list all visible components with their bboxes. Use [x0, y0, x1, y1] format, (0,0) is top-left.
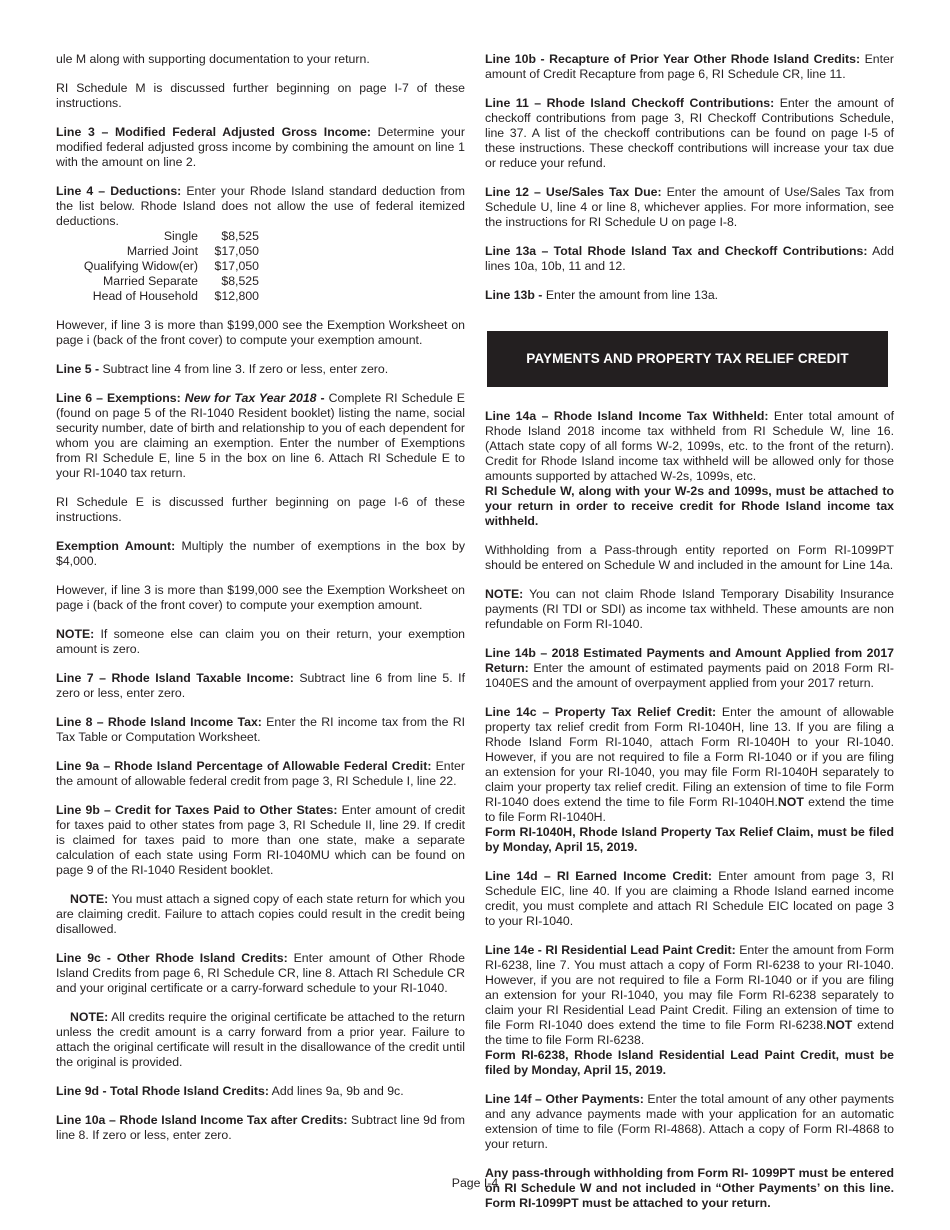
- filing-status-label: Married Joint: [126, 244, 198, 258]
- line-heading: Form RI-6238, Rhode Island Residential Lead Paint Credit, must be filed by Monday, April 15, 2019.: [485, 1048, 894, 1077]
- paragraph-text: Enter the amount of estimated payments paid on 2018 Form RI-1040ES and the amount of overpayment applied from your 2017 return.: [485, 661, 894, 690]
- paragraph-text: Enter amount of Other Rhode Island Credits from page 6, RI Schedule CR, line 8. Attach RI Schedule CR and your original certificate or a carry-forward schedule to your RI-1040.: [56, 951, 465, 995]
- paragraph-text: Enter your Rhode Island standard deduction from the list below. Rhode Island does not allow the use of federal itemized deductions.: [56, 184, 465, 228]
- instruction-paragraph: [56, 1084, 465, 1099]
- filing-status-label: Qualifying Widow(er): [83, 259, 198, 273]
- instruction-paragraph: [485, 96, 894, 171]
- paragraph-text: RI Schedule E is discussed further beginning on page I-6 of these instructions.: [56, 495, 465, 524]
- instruction-paragraph: [485, 288, 894, 303]
- page-number: Page I-4: [451, 1176, 499, 1190]
- paragraph-text: Enter amount of credit for taxes paid to other states from page 3, RI Schedule II, line 29. If credit is claimed for taxes paid to more than one state, make a separate calculation of each state using Form RI-1040MU which can be found on page 9 of the RI-1040 Resident booklet.: [56, 803, 465, 877]
- instruction-paragraph: [56, 318, 465, 348]
- emphasis-text: NOT: [777, 795, 804, 809]
- paragraph-text: You can not claim Rhode Island Temporary Disability Insurance payments (RI TDI or SDI) as income tax withheld. These amounts are non refundable on Form RI-1040.: [485, 587, 894, 631]
- line-heading: RI Schedule W, along with your W-2s and 1099s, must be attached to your return in order to receive credit for Rhode Island income tax withheld.: [485, 484, 894, 528]
- deduction-amount: $17,050: [214, 259, 259, 273]
- paragraph-text: RI Schedule M is discussed further beginning on page I-7 of these instructions.: [56, 81, 465, 110]
- line-heading: Any pass-through withholding from Form RI- 1099PT must be entered on RI Schedule W and not included in “Other Payments’ on this line. Form RI-1099PT must be attached to your return.: [485, 1166, 894, 1210]
- line-heading: Line 4 – Deductions:: [56, 184, 182, 198]
- paragraph-text: Enter amount from page 3, RI Schedule EIC, line 40. If you are claiming a Rhode Island earned income credit, you must complete and attach RI Schedule EIC located on page 3 to your RI-1040.: [485, 869, 894, 928]
- line-heading: Line 14e - RI Residential Lead Paint Credit:: [485, 943, 736, 957]
- paragraph-text: extend the time to file Form RI-1040H.: [564, 795, 778, 809]
- deduction-row: [56, 259, 259, 274]
- line-heading: Line 14a – Rhode Island Income Tax Withheld:: [485, 409, 769, 423]
- instruction-paragraph: [56, 81, 465, 111]
- line-heading: Line 9b – Credit for Taxes Paid to Other States:: [56, 803, 338, 817]
- filing-status-label: Married Separate: [102, 274, 198, 288]
- deduction-amount: $8,525: [221, 274, 259, 288]
- paragraph-text: ule M along with supporting documentation to your return.: [56, 52, 370, 66]
- instruction-paragraph: [56, 52, 465, 67]
- line-heading: NOTE:: [485, 587, 524, 601]
- paragraph-text: Enter the amount of allowable federal credit from page 3, RI Schedule I, line 22.: [56, 759, 465, 788]
- paragraph-text: You must attach a signed copy of each state return for which you are claiming credit. Failure to attach copies could result in the credit being disallowed.: [56, 892, 465, 936]
- paragraph-text: Enter amount of Credit Recapture from page 6, RI Schedule CR, line 11.: [485, 52, 894, 81]
- line-heading: Line 5 -: [56, 362, 100, 376]
- instruction-paragraph: [485, 484, 894, 529]
- instruction-paragraph: [56, 1010, 465, 1070]
- instruction-paragraph: [56, 539, 465, 569]
- paragraph-text: If someone else can claim you on their return, your exemption amount is zero.: [56, 627, 465, 656]
- filing-status-label: Single: [163, 229, 198, 243]
- instruction-paragraph: [56, 803, 465, 878]
- instruction-paragraph: [56, 759, 465, 789]
- deduction-table: [56, 229, 259, 304]
- paragraph-text: Enter the amount of checkoff contributions from page 3, RI Checkoff Contributions Schedule, line 37. A list of the checkoff contributions can be found on page I-5 of these instructions. These checkoff contributions will increase your tax due or reduce your refund.: [485, 96, 894, 170]
- deduction-row: [56, 274, 259, 289]
- line-heading: Line 9c - Other Rhode Island Credits:: [56, 951, 288, 965]
- line-heading: Line 14b – 2018 Estimated Payments and Amount Applied from 2017 Return:: [485, 646, 894, 675]
- deduction-amount: $17,050: [214, 244, 259, 258]
- deduction-amount: $12,800: [214, 289, 259, 303]
- line-heading: Line 10b - Recapture of Prior Year Other Rhode Island Credits:: [485, 52, 861, 66]
- instruction-paragraph: [56, 892, 465, 937]
- instruction-paragraph: [56, 391, 465, 481]
- left-column: [56, 52, 465, 1157]
- instruction-paragraph: [485, 943, 894, 1048]
- line-heading: Line 7 – Rhode Island Taxable Income:: [56, 671, 294, 685]
- paragraph-text: Enter the amount from Form RI-6238, line 7. You must attach a copy of Form RI-6238 to your RI-1040. However, if you are not required to file a Form RI-1040 or if you are filing an extension for your RI-1040, you may file Form RI-6238 separately to claim your RI Residential Lead Paint Credit. Filing an extension of time to file Form RI-1040 does: [485, 943, 894, 1032]
- instruction-paragraph: [485, 543, 894, 573]
- paragraph-text: Enter the RI income tax from the RI Tax Table or Computation Worksheet.: [56, 715, 465, 744]
- line-heading: Line 12 – Use/Sales Tax Due:: [485, 185, 662, 199]
- paragraph-text: Multiply the number of exemptions in the box by $4,000.: [56, 539, 466, 568]
- line-heading: Line 14f – Other Payments:: [485, 1092, 644, 1106]
- paragraph-text: Add lines 10a, 10b, 11 and 12.: [485, 244, 894, 273]
- line-heading: Line 9d - Total Rhode Island Credits:: [56, 1084, 269, 1098]
- deduction-row: [56, 244, 259, 259]
- deduction-row: [56, 289, 259, 304]
- section-banner: PAYMENTS AND PROPERTY TAX RELIEF CREDIT: [487, 331, 888, 387]
- instruction-paragraph: [56, 627, 465, 657]
- line-heading: Line 14c – Property Tax Relief Credit:: [485, 705, 717, 719]
- line-heading: Line 6 – Exemptions:: [56, 391, 185, 405]
- paragraph-text: extend the time to file Form RI-6238.: [618, 1018, 827, 1032]
- paragraph-text: extend the time to file Form RI-6238.: [485, 1018, 894, 1047]
- line-heading: Line 9a – Rhode Island Percentage of Allowable Federal Credit:: [56, 759, 432, 773]
- paragraph-text: Enter the amount from line 13a.: [542, 288, 719, 302]
- line-heading: Exemption Amount:: [56, 539, 176, 553]
- line-heading: Line 14d – RI Earned Income Credit:: [485, 869, 713, 883]
- instruction-paragraph: [485, 409, 894, 484]
- instruction-paragraph: [56, 951, 465, 996]
- instruction-paragraph: [56, 362, 465, 377]
- emphasis-text: NOT: [826, 1018, 853, 1032]
- instruction-paragraph: [56, 1113, 465, 1143]
- instruction-paragraph: [56, 715, 465, 745]
- line-heading: NOTE:: [70, 1010, 109, 1024]
- line-heading: Line 10a – Rhode Island Income Tax after Credits:: [56, 1113, 348, 1127]
- new-notice: New for Tax Year 2018: [184, 391, 317, 405]
- paragraph-text: Complete RI Schedule E (found on page 5 of the RI-1040 Resident booklet) listing the name, social security number, date of birth and relationship to you of each dependent for whom you are claiming an exemption. Enter the number of Exemptions from RI Schedule E, line 5 in the box on line 6. Attach RI Schedule E to your RI-1040 tax return.: [56, 391, 465, 480]
- instruction-paragraph: [56, 495, 465, 525]
- paragraph-text: Enter the total amount of any other payments and any advance payments made with your application for an automatic extension of time to file (Form RI-4868). Attach a copy of Form RI-4868 to your return.: [485, 1092, 895, 1151]
- line-heading: Line 8 – Rhode Island Income Tax:: [56, 715, 262, 729]
- line-heading: Line 13b -: [485, 288, 543, 302]
- instruction-paragraph: [56, 184, 465, 229]
- filing-status-label: Head of Household: [92, 289, 198, 303]
- line-heading: -: [316, 391, 325, 405]
- instruction-paragraph: [485, 244, 894, 274]
- paragraph-text: Determine your modified federal adjusted gross income by combining the amount on line 1 with the amount on line 2.: [56, 125, 465, 169]
- line-heading: Line 13a – Total Rhode Island Tax and Checkoff Contributions:: [485, 244, 868, 258]
- deduction-row: [56, 229, 259, 244]
- instruction-paragraph: [485, 1048, 894, 1078]
- right-column: [485, 52, 894, 1225]
- instruction-paragraph: [56, 583, 465, 613]
- instruction-paragraph: [485, 1092, 894, 1152]
- line-heading: Line 11 – Rhode Island Checkoff Contributions:: [485, 96, 775, 110]
- deduction-amount: $8,525: [221, 229, 259, 243]
- paragraph-text: Add lines 9a, 9b and 9c.: [268, 1084, 404, 1098]
- instruction-paragraph: [485, 646, 894, 691]
- line-heading: NOTE:: [70, 892, 109, 906]
- paragraph-text: Subtract line 4 from line 3. If zero or less, enter zero.: [99, 362, 389, 376]
- paragraph-text: Subtract line 6 from line 5. If zero or less, enter zero.: [56, 671, 465, 700]
- paragraph-text: Subtract line 9d from line 8. If zero or less, enter zero.: [56, 1113, 465, 1142]
- paragraph-text: Withholding from a Pass-through entity reported on Form RI-1099PT should be entered on Schedule W and included in the amount for Line 14a.: [485, 543, 894, 572]
- paragraph-text: However, if line 3 is more than $199,000 see the Exemption Worksheet on page i (back of the front cover) to compute your exemption amount.: [56, 583, 465, 612]
- paragraph-text: Enter the amount of Use/Sales Tax from Schedule U, line 4 or line 8, whichever applies. For more information, see the instructions for RI Schedule U on page I-8.: [485, 185, 894, 229]
- instruction-paragraph: [485, 869, 894, 929]
- paragraph-text: However, if line 3 is more than $199,000 see the Exemption Worksheet on page i (back of the front cover) to compute your exemption amount.: [56, 318, 465, 347]
- line-heading: NOTE:: [56, 627, 95, 641]
- line-heading: Line 3 – Modified Federal Adjusted Gross Income:: [56, 125, 371, 139]
- instruction-paragraph: [485, 587, 894, 632]
- instruction-paragraph: [485, 825, 894, 855]
- instruction-paragraph: [485, 185, 894, 230]
- instruction-paragraph: [485, 705, 894, 825]
- paragraph-text: All credits require the original certificate be attached to the return unless the credit amount is a carry forward from a prior year. Failure to attach the original certificate will result in the disallowance of the credit until the original is provided.: [56, 1010, 465, 1069]
- paragraph-text: Enter the amount of allowable property tax relief credit from Form RI-1040H, line 13. If you are filing a Rhode Island Form RI-1040, attach Form RI-1040H to your RI-1040. However, if you are not required to file a Form RI-1040 or if you are filing an extension for your RI-1040, you may file Form RI-1040H separately to claim your property tax relief credit. Filing an extension of time to file Form RI-1040 does: [485, 705, 894, 809]
- instruction-paragraph: [56, 125, 465, 170]
- paragraph-text: Enter total amount of Rhode Island 2018 income tax withheld from RI Schedule W, line 16. (Attach state copy of all forms W-2, 1099s, etc. to the front of the return). Credit for Rhode Island income tax withheld will be allowed only for those amounts supported by attached W-2s, 1099s, etc.: [485, 409, 895, 483]
- instruction-paragraph: [56, 671, 465, 701]
- paragraph-text: extend the time to file Form RI-1040H.: [485, 795, 895, 824]
- line-heading: Form RI-1040H, Rhode Island Property Tax Relief Claim, must be filed by Monday, April 15, 2019.: [485, 825, 894, 854]
- instruction-paragraph: [485, 52, 894, 82]
